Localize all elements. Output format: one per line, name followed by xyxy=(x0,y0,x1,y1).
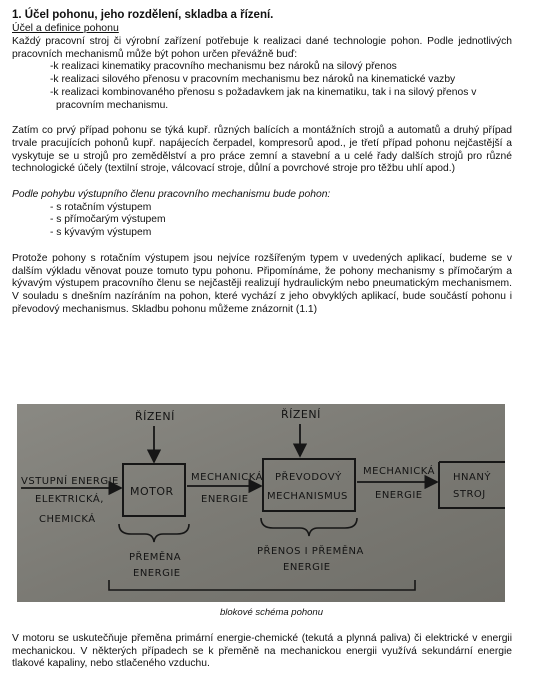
motion-list xyxy=(12,202,512,240)
input-electric-label: ELEKTRICKÁ, xyxy=(35,494,104,505)
mech-energy-1-label: MECHANICKÁ xyxy=(191,472,263,483)
purpose-item-2: -k realizaci silového přenosu v pracovním mechanismu bez nároků na kinematické vazby xyxy=(50,74,456,86)
motion-item-rotary: - s rotačním výstupem xyxy=(50,201,152,213)
transfer-label-2: ENERGIE xyxy=(283,562,331,573)
page-title: 1. Účel pohonu, jeho rozdělení, skladba a řízení. xyxy=(12,9,274,21)
motion-title: Podle pohybu výstupního členu pracovního mechanismu bude pohon: xyxy=(12,189,331,201)
mech-energy-2-label: MECHANICKÁ xyxy=(363,466,435,477)
transfer-label-1: PŘENOS I PŘEMĚNA xyxy=(257,546,364,557)
conversion-label-1: PŘEMĚNA xyxy=(129,552,182,563)
input-chemical-label: CHEMICKÁ xyxy=(39,514,96,525)
paragraph-cases: Zatím co prvý případ pohonu se týká kupř. různých balících a montážních strojů a automatů a druhý případ trvale pracujících pohonů kupř. napájecích čerpadel, kompresorů apod., je třetí případ pohonu nejčastější a vyskytuje se u strojů pro zemědělství a pro práce zemní a stavební a u celé řady dalších strojů pro různé technologické účely (textilní stroje, válcovací stroje, důlní a povrchové stroje pro těžbu uhlí apod.) xyxy=(12,125,512,175)
mech-energy-1-sub: ENERGIE xyxy=(201,494,249,505)
section-subheading: Účel a definice pohonu xyxy=(12,22,119,34)
motion-item-linear: - s přímočarým výstupem xyxy=(50,214,166,226)
block-diagram xyxy=(17,404,505,602)
input-energy-label: VSTUPNÍ ENERGIE xyxy=(21,476,119,487)
mech-energy-2-sub: ENERGIE xyxy=(375,490,423,501)
machine-label-1: HNANÝ xyxy=(453,472,491,483)
document-body xyxy=(12,8,512,316)
machine-label-2: STROJ xyxy=(453,489,486,500)
gear-label-1: PŘEVODOVÝ xyxy=(275,472,342,483)
motor-label: MOTOR xyxy=(130,485,174,498)
gear-label-2: MECHANISMUS xyxy=(267,491,348,502)
purpose-item-3: -k realizaci kombinovaného přenosu s požadavkem jak na kinematiku, tak i na silový přenos v pracovním mechanismu. xyxy=(50,86,477,111)
figure-caption: blokové schéma pohonu xyxy=(220,607,323,618)
paragraph-rotary: Protože pohony s rotačním výstupem jsou nejvíce rozšířeným typem v uvedených aplikací, budeme se v dalším výkladu věnovat pouze tomuto typu pohonu. Připomínáme, že pohony mechanismy s přímočarým a kývavým výstupem pracovního členu se nejčastěji realizují hydraulickým nebo pneumatickým mechanismem. V souladu s dnešním nazíráním na pohon, které vychází z jeho obvyklých aplikací, bude součástí pohonu i převodový mechanismus. Skladbu pohonu můžeme znázornit (1.1) xyxy=(12,252,512,315)
control-label-motor: ŘÍZENÍ xyxy=(135,410,175,423)
intro-paragraph: Každý pracovní stroj či výrobní zařízení potřebuje k realizaci dané technologie pohon. Podle jednotlivých pracovních mechanismů může být pohon určen převážně buď: xyxy=(12,36,512,60)
closing-section xyxy=(12,633,512,671)
conversion-label-2: ENERGIE xyxy=(133,568,181,579)
motion-item-oscillating: - s kývavým výstupem xyxy=(50,227,152,239)
control-label-gear: ŘÍZENÍ xyxy=(281,408,321,421)
purpose-item-1: -k realizaci kinematiky pracovního mechanismu bez nároků na silový přenos xyxy=(50,61,397,73)
purpose-list xyxy=(12,61,512,112)
block-diagram-photo xyxy=(17,404,505,602)
paragraph-motor: V motoru se uskutečňuje přeměna primární energie-chemické (tekutá a plynná paliva) či elektrické v energii mechanickou. V některých případech se k přeměně na mechanickou energii využívá sekundární energie tlakové kapaliny, nebo stlačeného vzduchu. xyxy=(12,633,512,670)
